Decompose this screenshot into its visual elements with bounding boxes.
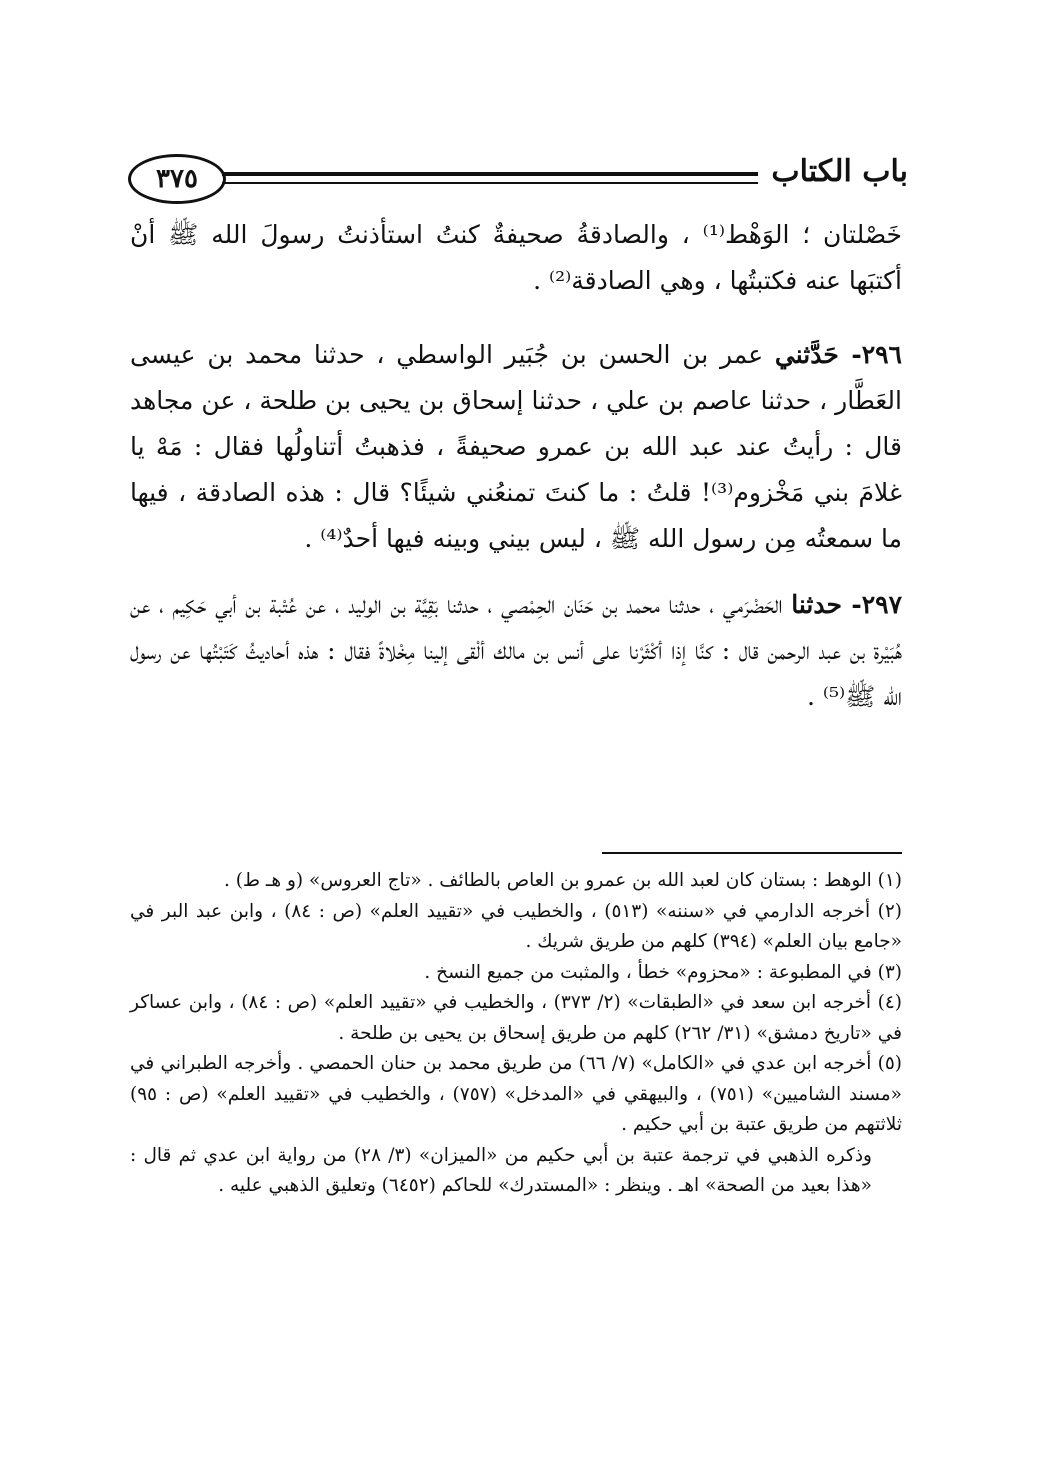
footnote-separator	[602, 852, 902, 854]
footnote-1: (١) الوهط : بستان كان لعبد الله بن عمرو بن العاص بالطائف . «تاج العروس» (و هـ ط) .	[223, 870, 902, 891]
paragraph-continuation: خَصْلتان ؛ الوَهْط⁽¹⁾ ، والصادقةُ صحيفةٌ كنتُ استأذنتُ رسولَ الله ﷺ أنْ أكتبَها عنه فكتبتُها ، وهي الصادقة⁽²⁾ .	[130, 220, 902, 295]
hadith-297-lead: ٢٩٧- حدثنا	[791, 590, 903, 619]
header-rule-thin	[222, 182, 758, 184]
footnote-5: (٥) أخرجه ابن عدي في «الكامل» (٧/ ٦٦) من طريق محمد بن حنان الحمصي . وأخرجه الطبراني في «مسند الشاميين» (٧٥١) ، والبيهقي في «المدخل» (٧٥٧) ، والخطيب في «تقييد العلم» (ص : ٩٥) ثلاثتهم من طريق عتبة بن أبي حكيم .	[130, 1053, 902, 1135]
hadith-296-text: عمر بن الحسن بن جُبَير الواسطي ، حدثنا محمد بن عيسى العَطَّار ، حدثنا عاصم بن علي ، حدثنا إسحاق بن يحيى بن طلحة ، عن مجاهد قال : رأيتُ عند عبد الله بن عمرو صحيفةً ، فذهبتُ أتناولُها فقال : مَهْ يا غلامَ بني مَخْزوم⁽³⁾! قلتُ : ما كنتَ تمنعُني شيئًا؟ قال : هذه الصادقة ، فيها ما سمعتُه مِن رسول الله ﷺ ، ليس بيني وبينه فيها أحدٌ⁽⁴⁾ .	[130, 340, 902, 553]
hadith-296-lead: ٢٩٦- حَدَّثني	[774, 340, 902, 369]
footnote-5-continuation: وذكره الذهبي في ترجمة عتبة بن أبي حكيم من «الميزان» (٣/ ٢٨) من رواية ابن عدي ثم قال : «هذا بعيد من الصحة» اهـ . وينظر : «المستدرك» للحاكم (٦٤٥٢) وتعليق الذهبي عليه .	[130, 1144, 872, 1196]
footnotes	[130, 866, 902, 1202]
footnote-2: (٢) أخرجه الدارمي في «سننه» (٥١٣) ، والخطيب في «تقييد العلم» (ص : ٨٤) ، وابن عبد البر في «جامع بيان العلم» (٣٩٤) كلهم من طريق شريك .	[130, 900, 902, 952]
page-header	[128, 150, 908, 210]
footnote-4: (٤) أخرجه ابن سعد في «الطبقات» (٢/ ٣٧٣) ، والخطيب في «تقييد العلم» (ص : ٨٤) ، وابن عساكر في «تاريخ دمشق» (٣١/ ٢٦٢) كلهم من طريق إسحاق بن يحيى بن طلحة .	[130, 992, 902, 1044]
main-text	[130, 212, 902, 740]
hadith-297	[130, 582, 902, 720]
hadith-297-text: الحَضْرَمي ، حدثنا محمد بن حَنَان الحِمْصي ، حدثنا بَقِيَّة بن الوليد ، عن عُتْبة بن أبي حَكِيم ، عن هُبَيْرة بن عبد الرحمن قال : كنَّا إذا أكْثَرْنا على أنس بن مالك ألْقى إلينا مِخْلاةً فقال : هذه أحاديثُ كَتَبْتُها عن رسول الله ﷺ⁽⁵⁾ .	[130, 590, 902, 711]
footnote-3: (٣) في المطبوعة : «محزوم» خطأ ، والمثبت من جميع النسخ .	[424, 961, 902, 983]
chapter-title: باب الكتاب	[771, 154, 908, 189]
page-number: ٣٧٥	[128, 154, 226, 204]
header-rule-thick	[222, 172, 758, 176]
hadith-296	[130, 332, 902, 562]
